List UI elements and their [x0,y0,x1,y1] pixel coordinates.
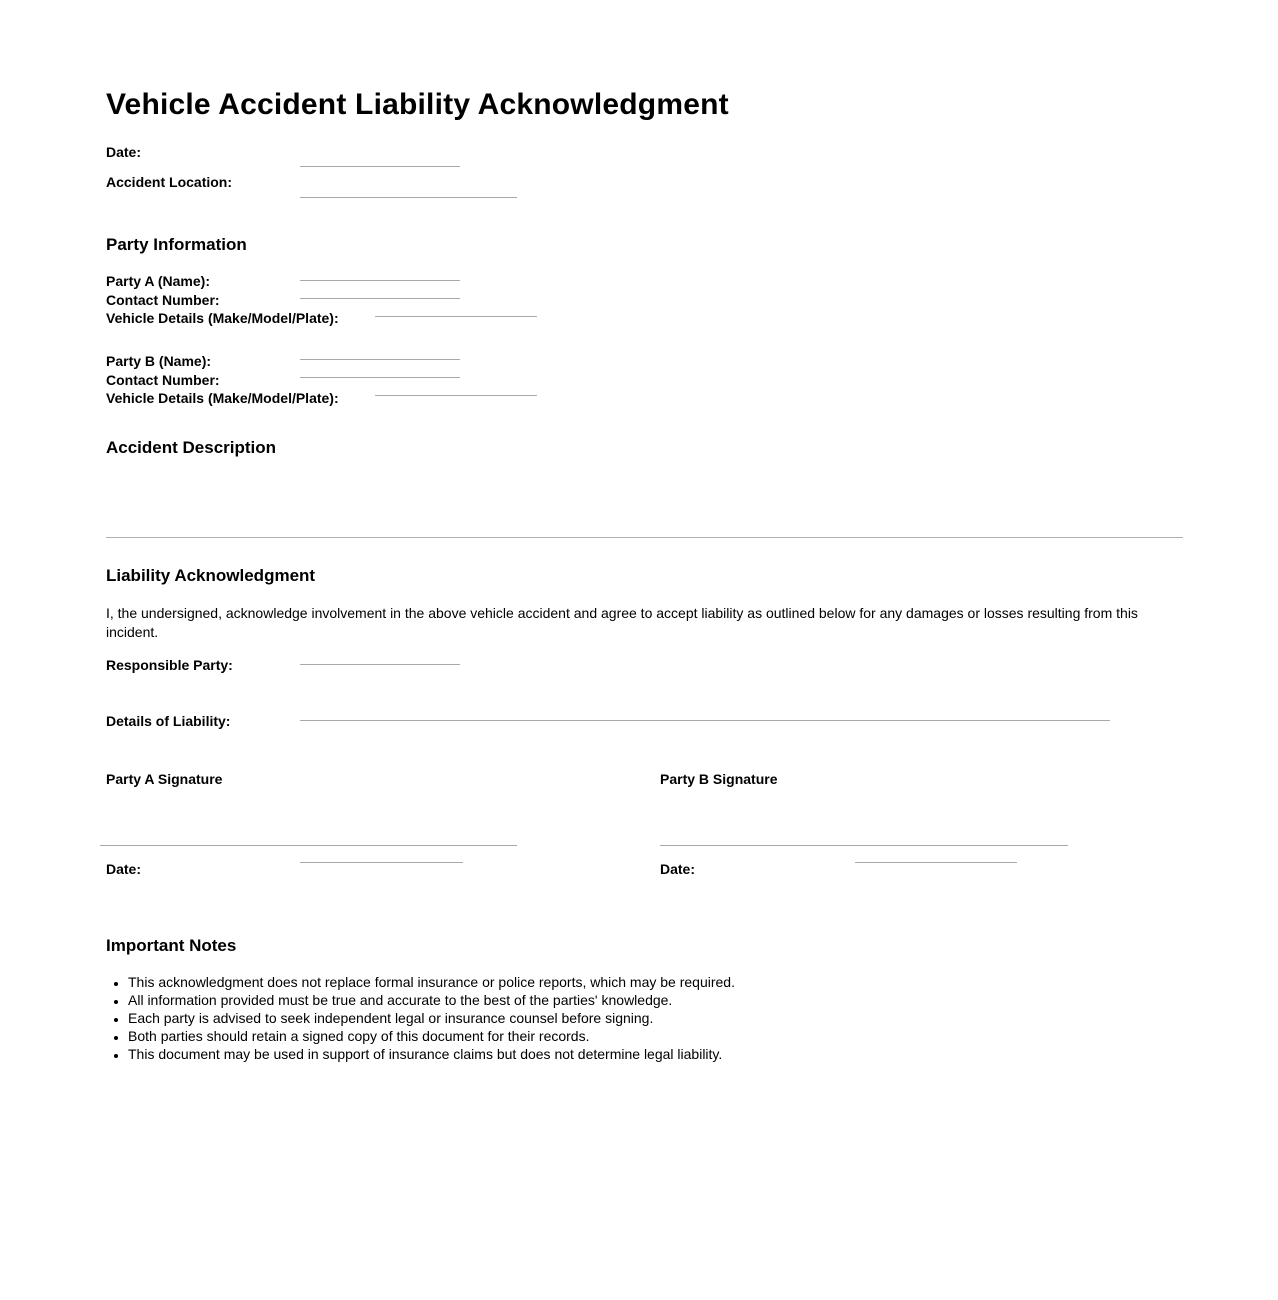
important-notes-heading: Important Notes [106,936,237,955]
party-a-contact-field-line [300,298,460,299]
header-date-field-line [300,166,460,167]
section-divider [106,537,1183,538]
page-title: Vehicle Accident Liability Acknowledgment [106,88,729,121]
details-of-liability-label: Details of Liability: [106,713,231,729]
party-a-signature-line [100,845,517,846]
details-of-liability-field-line [300,720,1110,721]
party-b-name-label: Party B (Name): [106,353,212,369]
party-a-date-label: Date: [106,861,142,877]
party-a-vehicle-field-line [375,316,537,317]
note-item: • Both parties should retain a signed copy of this document for their records. [128,1027,1056,1045]
note-item: • This acknowledgment does not replace formal insurance or police reports, which may be required. [128,973,1056,991]
accident-description-heading: Accident Description [106,438,277,457]
party-b-signature-heading: Party B Signature [660,771,778,787]
party-a-signature-heading: Party A Signature [106,771,223,787]
party-b-signature-line [660,845,1068,846]
responsible-party-field-line [300,664,460,665]
header-date-label: Date: [106,144,142,160]
note-item: • This document may be used in support of insurance claims but does not determine legal liability. [128,1045,1056,1063]
party-b-vehicle-field-line [375,395,537,396]
liability-statement: I, the undersigned, acknowledge involvement in the above vehicle accident and agree to accept liability as outlined below for any damages or losses resulting from this incident. [106,605,1138,640]
party-b-date-field-line [855,862,1017,863]
party-a-vehicle-label: Vehicle Details (Make/Model/Plate): [106,310,339,326]
note-item: • Each party is advised to seek independent legal or insurance counsel before signing. [128,1009,1056,1027]
note-item: • All information provided must be true and accurate to the best of the parties' knowledge. [128,991,1056,1009]
responsible-party-label: Responsible Party: [106,657,233,673]
party-b-vehicle-label: Vehicle Details (Make/Model/Plate): [106,390,339,406]
party-a-contact-label: Contact Number: [106,292,220,308]
accident-location-field-line [300,197,517,198]
liability-acknowledgment-heading: Liability Acknowledgment [106,566,316,585]
important-notes-list [106,973,1056,1063]
accident-location-label: Accident Location: [106,174,233,190]
party-information-heading: Party Information [106,235,247,254]
party-b-contact-label: Contact Number: [106,372,220,388]
party-a-date-field-line [300,862,463,863]
party-b-date-label: Date: [660,861,696,877]
party-b-contact-field-line [300,377,460,378]
party-b-name-field-line [300,359,460,360]
party-a-name-label: Party A (Name): [106,273,210,289]
party-a-name-field-line [300,280,460,281]
